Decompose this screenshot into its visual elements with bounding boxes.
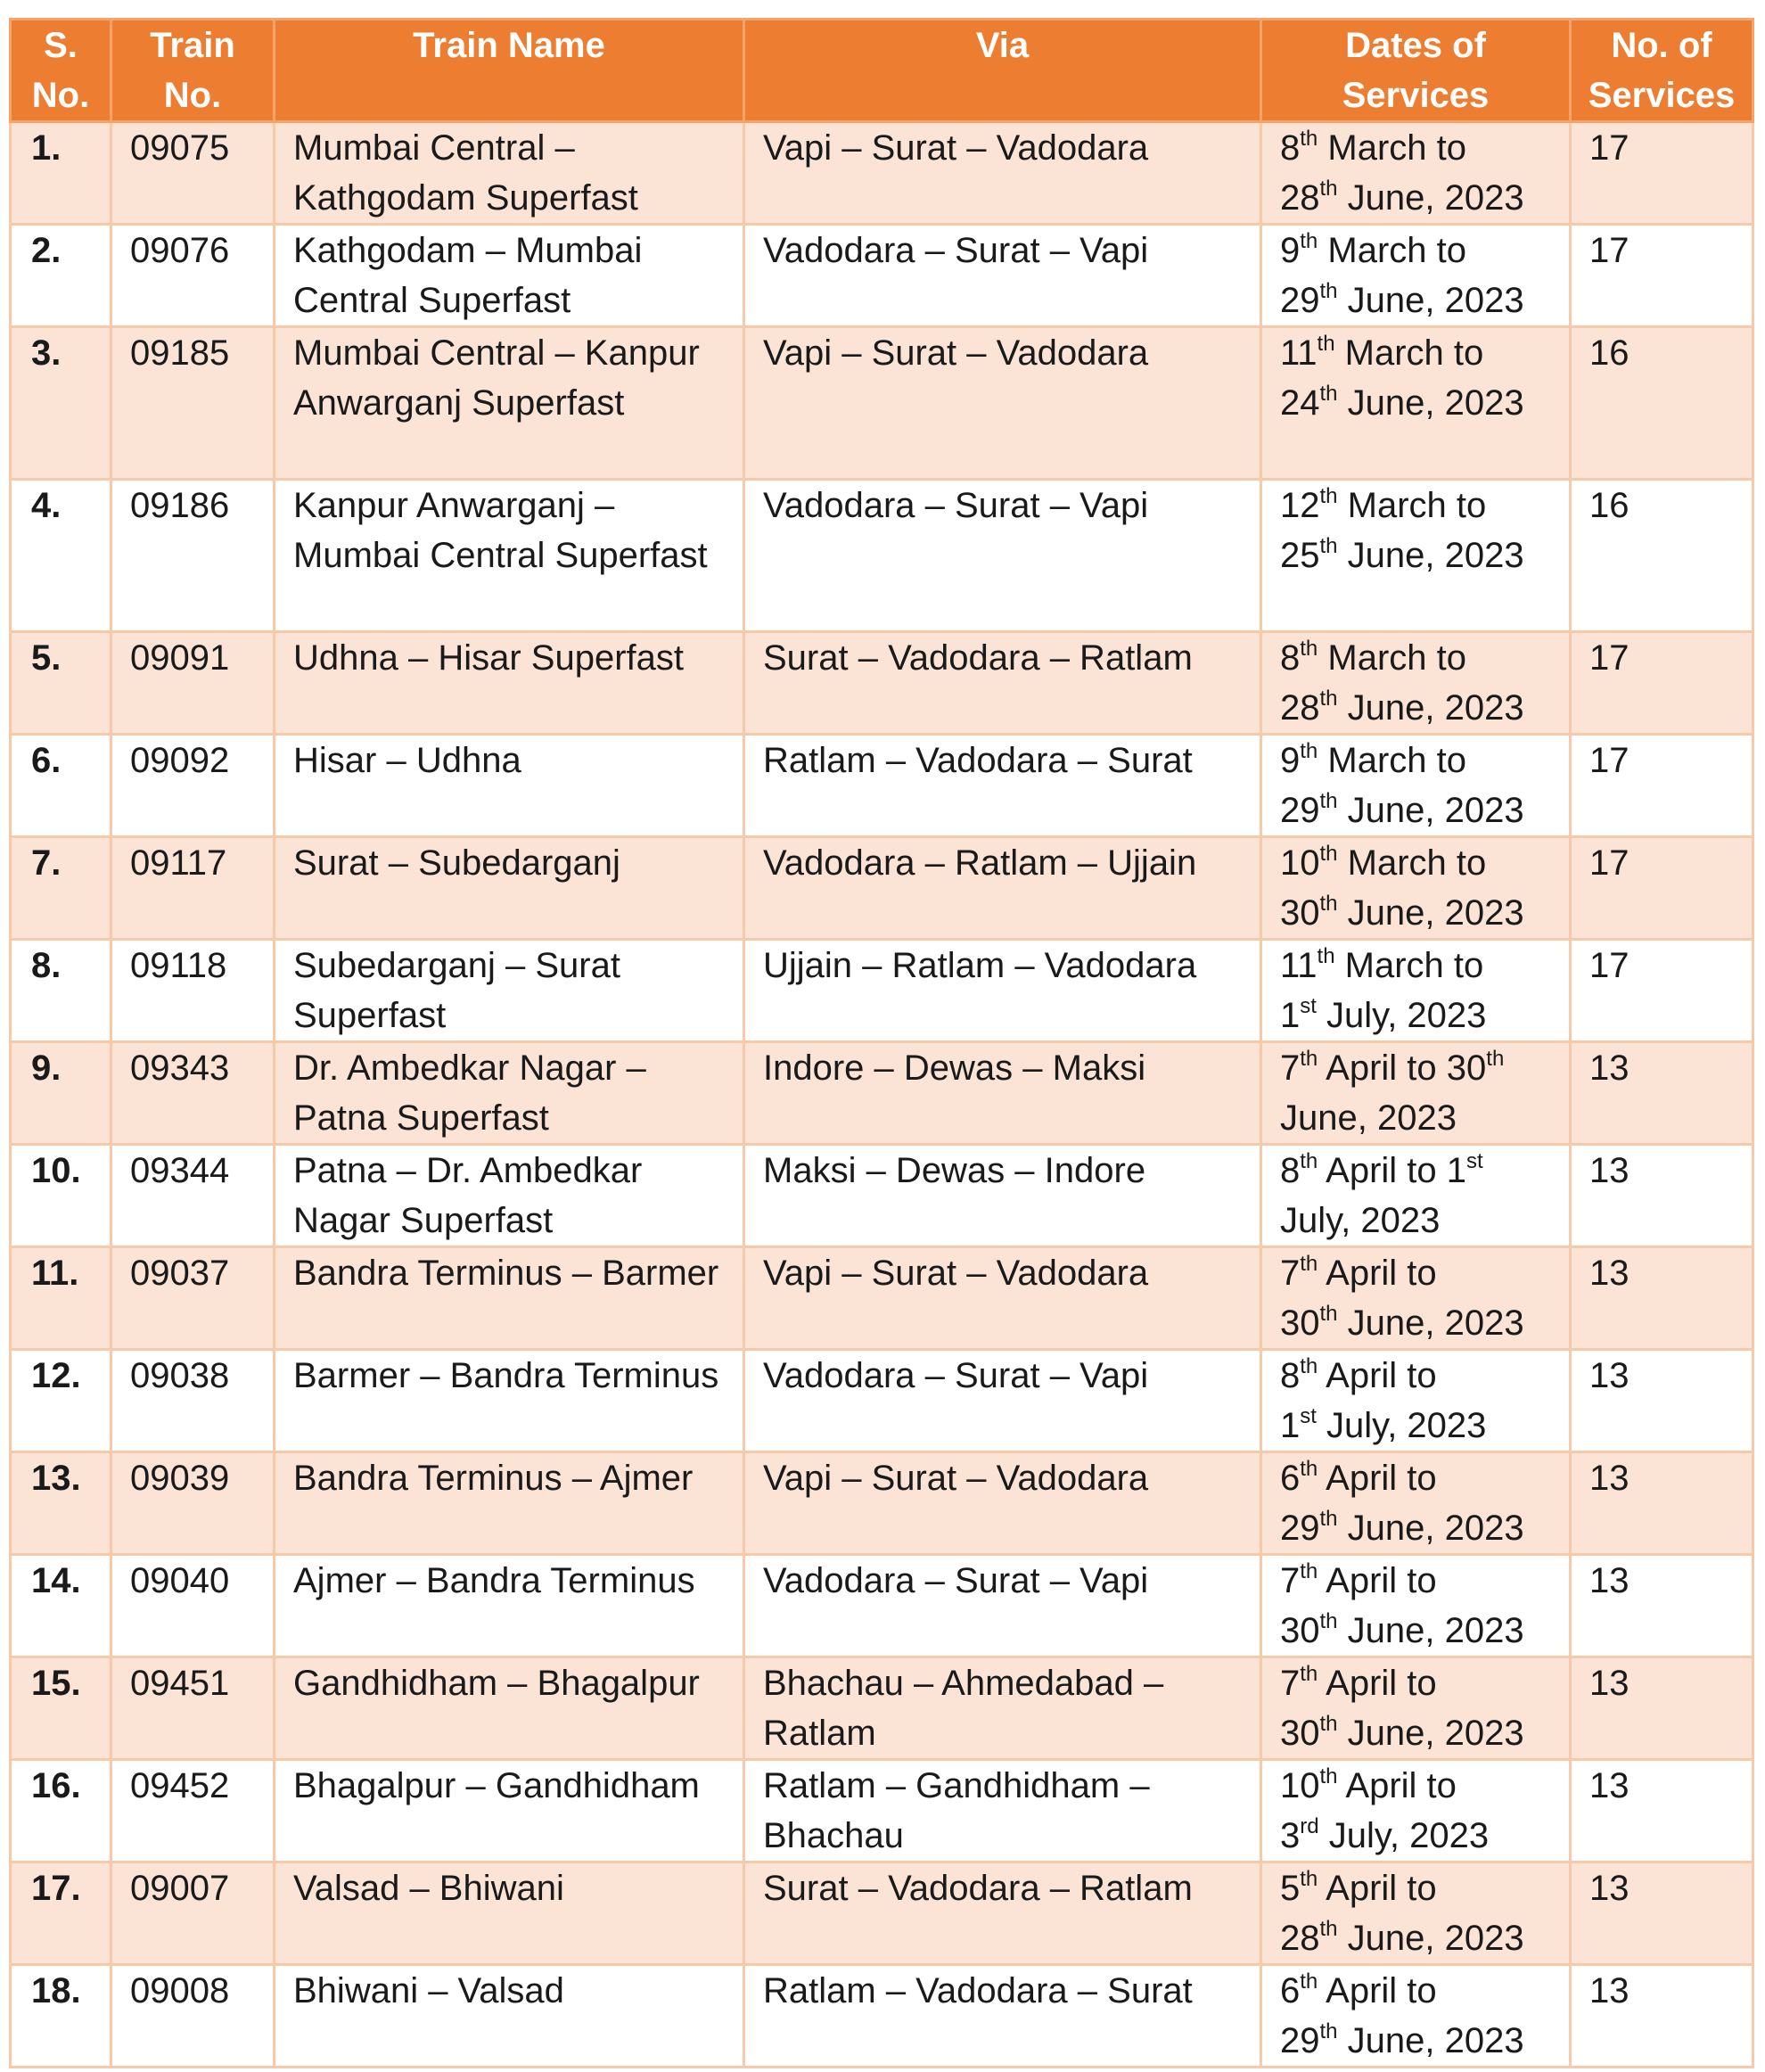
via-route: Vadodara – Ratlam – Ujjain <box>744 837 1261 940</box>
date-text: April to <box>1318 1971 1437 2010</box>
via-route: Vadodara – Surat – Vapi <box>744 1555 1261 1657</box>
ordinal-suffix: th <box>1319 177 1338 201</box>
date-text: June, 2023 <box>1337 1919 1524 1958</box>
special-trains-table <box>9 18 1754 2068</box>
train-number: 09040 <box>111 1555 275 1657</box>
date-text: April to <box>1318 1869 1437 1908</box>
ordinal-suffix: st <box>1300 994 1317 1018</box>
ordinal-suffix: th <box>1300 1149 1318 1173</box>
serial-number: 10. <box>11 1145 111 1247</box>
via-route: Maksi – Dewas – Indore <box>744 1145 1261 1247</box>
ordinal-suffix: th <box>1300 1969 1318 1994</box>
ordinal-suffix: th <box>1486 1047 1505 1071</box>
header-sno: S. No. <box>11 20 111 122</box>
number-of-services: 13 <box>1571 1555 1753 1657</box>
via-route: Vapi – Surat – Vadodara <box>744 122 1261 225</box>
date-text: 30 <box>1280 1611 1320 1650</box>
via-route: Ujjain – Ratlam – Vadodara <box>744 940 1261 1042</box>
serial-number: 1. <box>11 122 111 225</box>
header-via: Via <box>744 20 1261 122</box>
dates-of-service <box>1261 327 1571 480</box>
dates-of-service <box>1261 1145 1571 1247</box>
ordinal-suffix: th <box>1319 1609 1338 1633</box>
date-text: 29 <box>1280 2021 1320 2060</box>
ordinal-suffix: th <box>1319 2019 1338 2043</box>
ordinal-suffix: th <box>1319 842 1338 866</box>
ordinal-suffix: th <box>1317 944 1335 968</box>
number-of-services: 17 <box>1571 225 1753 327</box>
table-row <box>11 1247 1753 1350</box>
train-number: 09037 <box>111 1247 275 1350</box>
train-name: Kathgodam – Mumbai Central Superfast <box>275 225 744 327</box>
table-row <box>11 225 1753 327</box>
date-text: 29 <box>1280 281 1320 320</box>
date-text: 12 <box>1280 486 1320 525</box>
date-text: June, 2023 <box>1337 1714 1524 1753</box>
ordinal-suffix: th <box>1319 1764 1338 1788</box>
number-of-services: 13 <box>1571 1350 1753 1452</box>
table-row <box>11 735 1753 837</box>
via-route: Ratlam – Gandhidham – Bhachau <box>744 1760 1261 1862</box>
table-row <box>11 1555 1753 1657</box>
date-text: June, 2023 <box>1280 1098 1457 1138</box>
date-text: July, 2023 <box>1280 1201 1441 1240</box>
date-text: June, 2023 <box>1337 1611 1524 1650</box>
serial-number: 6. <box>11 735 111 837</box>
date-text: 8 <box>1280 1151 1301 1190</box>
date-text: 28 <box>1280 178 1320 218</box>
table-row <box>11 1042 1753 1145</box>
via-route: Surat – Vadodara – Ratlam <box>744 632 1261 735</box>
dates-of-service <box>1261 1862 1571 1965</box>
dates-of-service <box>1261 940 1571 1042</box>
train-name: Subedarganj – Surat Superfast <box>275 940 744 1042</box>
table-row <box>11 1452 1753 1555</box>
number-of-services: 16 <box>1571 480 1753 632</box>
date-text: 5 <box>1280 1869 1301 1908</box>
serial-number: 17. <box>11 1862 111 1965</box>
via-route: Indore – Dewas – Maksi <box>744 1042 1261 1145</box>
date-text: June, 2023 <box>1337 1303 1524 1343</box>
date-text: June, 2023 <box>1337 536 1524 575</box>
table-row <box>11 122 1753 225</box>
via-route: Surat – Vadodara – Ratlam <box>744 1862 1261 1965</box>
serial-number: 16. <box>11 1760 111 1862</box>
number-of-services: 17 <box>1571 122 1753 225</box>
via-route: Vapi – Surat – Vadodara <box>744 1452 1261 1555</box>
date-text: June, 2023 <box>1337 1509 1524 1548</box>
table-row <box>11 1350 1753 1452</box>
dates-of-service <box>1261 1452 1571 1555</box>
date-text: April to <box>1318 1459 1437 1498</box>
ordinal-suffix: th <box>1300 739 1318 763</box>
train-number: 09038 <box>111 1350 275 1452</box>
serial-number: 2. <box>11 225 111 327</box>
date-text: March to <box>1337 843 1487 883</box>
train-name: Patna – Dr. Ambedkar Nagar Superfast <box>275 1145 744 1247</box>
header-train-name: Train Name <box>275 20 744 122</box>
serial-number: 12. <box>11 1350 111 1452</box>
train-name: Mumbai Central – Kanpur Anwarganj Superfast <box>275 327 744 480</box>
train-number: 09186 <box>111 480 275 632</box>
date-text: 1 <box>1280 1406 1301 1445</box>
number-of-services: 13 <box>1571 1452 1753 1555</box>
table-row <box>11 327 1753 480</box>
ordinal-suffix: th <box>1319 892 1338 916</box>
date-text: July, 2023 <box>1318 1816 1490 1855</box>
date-text: April to <box>1337 1766 1457 1805</box>
table-row <box>11 1657 1753 1760</box>
train-number: 09344 <box>111 1145 275 1247</box>
ordinal-suffix: st <box>1466 1149 1483 1173</box>
date-text: 29 <box>1280 791 1320 830</box>
ordinal-suffix: th <box>1319 382 1338 406</box>
dates-of-service <box>1261 122 1571 225</box>
date-text: June, 2023 <box>1337 688 1524 728</box>
dates-of-service <box>1261 1965 1571 2068</box>
via-route: Vadodara – Surat – Vapi <box>744 1350 1261 1452</box>
date-text: 28 <box>1280 1919 1320 1958</box>
number-of-services: 13 <box>1571 1145 1753 1247</box>
date-text: April to 1 <box>1318 1151 1467 1190</box>
ordinal-suffix: st <box>1300 1404 1317 1428</box>
via-route: Vapi – Surat – Vadodara <box>744 1247 1261 1350</box>
serial-number: 7. <box>11 837 111 940</box>
header-train-no: Train No. <box>111 20 275 122</box>
train-name: Bandra Terminus – Barmer <box>275 1247 744 1350</box>
train-number: 09343 <box>111 1042 275 1145</box>
date-text: 6 <box>1280 1971 1301 2010</box>
dates-of-service <box>1261 1760 1571 1862</box>
table-row <box>11 632 1753 735</box>
date-text: March to <box>1318 128 1466 168</box>
date-text: 6 <box>1280 1459 1301 1498</box>
dates-of-service <box>1261 735 1571 837</box>
number-of-services: 13 <box>1571 1760 1753 1862</box>
ordinal-suffix: th <box>1300 229 1318 253</box>
date-text: 7 <box>1280 1254 1301 1293</box>
date-text: 10 <box>1280 1766 1320 1805</box>
ordinal-suffix: th <box>1319 1507 1338 1531</box>
via-route: Ratlam – Vadodara – Surat <box>744 1965 1261 2068</box>
ordinal-suffix: rd <box>1300 1814 1319 1838</box>
table-row <box>11 940 1753 1042</box>
train-schedule-container <box>9 18 1752 2068</box>
train-name: Bhagalpur – Gandhidham <box>275 1760 744 1862</box>
table-body <box>11 122 1753 2068</box>
date-text: April to 30 <box>1318 1048 1487 1088</box>
dates-of-service <box>1261 1042 1571 1145</box>
train-name: Hisar – Udhna <box>275 735 744 837</box>
number-of-services: 17 <box>1571 632 1753 735</box>
table-row <box>11 1760 1753 1862</box>
date-text: 9 <box>1280 741 1301 780</box>
ordinal-suffix: th <box>1300 1047 1318 1071</box>
train-number: 09451 <box>111 1657 275 1760</box>
date-text: April to <box>1318 1356 1437 1395</box>
serial-number: 8. <box>11 940 111 1042</box>
number-of-services: 13 <box>1571 1042 1753 1145</box>
date-text: 3 <box>1280 1816 1301 1855</box>
date-text: June, 2023 <box>1337 893 1524 933</box>
train-number: 09092 <box>111 735 275 837</box>
train-number: 09039 <box>111 1452 275 1555</box>
date-text: 10 <box>1280 843 1320 883</box>
train-name: Gandhidham – Bhagalpur <box>275 1657 744 1760</box>
ordinal-suffix: th <box>1300 637 1318 661</box>
ordinal-suffix: th <box>1319 789 1338 813</box>
via-route: Ratlam – Vadodara – Surat <box>744 735 1261 837</box>
table-row <box>11 480 1753 632</box>
date-text: 8 <box>1280 638 1301 678</box>
serial-number: 18. <box>11 1965 111 2068</box>
train-name: Mumbai Central – Kathgodam Superfast <box>275 122 744 225</box>
date-text: 11 <box>1280 333 1318 373</box>
via-route: Vadodara – Surat – Vapi <box>744 480 1261 632</box>
train-name: Ajmer – Bandra Terminus <box>275 1555 744 1657</box>
dates-of-service <box>1261 632 1571 735</box>
date-text: 29 <box>1280 1509 1320 1548</box>
train-number: 09185 <box>111 327 275 480</box>
date-text: 30 <box>1280 1714 1320 1753</box>
date-text: June, 2023 <box>1337 281 1524 320</box>
serial-number: 9. <box>11 1042 111 1145</box>
dates-of-service <box>1261 1555 1571 1657</box>
ordinal-suffix: th <box>1319 687 1338 711</box>
train-number: 09076 <box>111 225 275 327</box>
date-text: 8 <box>1280 128 1301 168</box>
date-text: March to <box>1318 231 1466 270</box>
date-text: June, 2023 <box>1337 791 1524 830</box>
dates-of-service <box>1261 480 1571 632</box>
serial-number: 14. <box>11 1555 111 1657</box>
via-route: Vadodara – Surat – Vapi <box>744 225 1261 327</box>
date-text: March to <box>1318 638 1466 678</box>
table-row <box>11 1862 1753 1965</box>
ordinal-suffix: th <box>1300 1559 1318 1583</box>
date-text: June, 2023 <box>1337 383 1524 423</box>
date-text: 7 <box>1280 1561 1301 1600</box>
train-name: Udhna – Hisar Superfast <box>275 632 744 735</box>
number-of-services: 13 <box>1571 1862 1753 1965</box>
date-text: 9 <box>1280 231 1301 270</box>
date-text: 11 <box>1280 946 1318 985</box>
number-of-services: 13 <box>1571 1657 1753 1760</box>
header-dates: Dates of Services <box>1261 20 1571 122</box>
date-text: April to <box>1318 1664 1437 1703</box>
ordinal-suffix: th <box>1300 1457 1318 1481</box>
table-row <box>11 1965 1753 2068</box>
date-text: March to <box>1318 741 1466 780</box>
serial-number: 3. <box>11 327 111 480</box>
train-name: Valsad – Bhiwani <box>275 1862 744 1965</box>
number-of-services: 17 <box>1571 735 1753 837</box>
train-number: 09091 <box>111 632 275 735</box>
dates-of-service <box>1261 1657 1571 1760</box>
serial-number: 11. <box>11 1247 111 1350</box>
train-name: Bandra Terminus – Ajmer <box>275 1452 744 1555</box>
via-route: Vapi – Surat – Vadodara <box>744 327 1261 480</box>
date-text: March to <box>1334 333 1484 373</box>
dates-of-service <box>1261 225 1571 327</box>
number-of-services: 16 <box>1571 327 1753 480</box>
date-text: 28 <box>1280 688 1320 728</box>
date-text: March to <box>1337 486 1487 525</box>
train-name: Bhiwani – Valsad <box>275 1965 744 2068</box>
date-text: 30 <box>1280 1303 1320 1343</box>
dates-of-service <box>1261 837 1571 940</box>
date-text: June, 2023 <box>1337 2021 1524 2060</box>
train-name: Surat – Subedarganj <box>275 837 744 940</box>
serial-number: 4. <box>11 480 111 632</box>
ordinal-suffix: th <box>1319 1917 1338 1941</box>
serial-number: 5. <box>11 632 111 735</box>
ordinal-suffix: th <box>1300 1867 1318 1891</box>
train-name: Barmer – Bandra Terminus <box>275 1350 744 1452</box>
ordinal-suffix: th <box>1300 1662 1318 1686</box>
train-number: 09117 <box>111 837 275 940</box>
ordinal-suffix: th <box>1300 1354 1318 1378</box>
train-name: Kanpur Anwarganj – Mumbai Central Superfast <box>275 480 744 632</box>
date-text: 7 <box>1280 1664 1301 1703</box>
ordinal-suffix: th <box>1300 127 1318 151</box>
date-text: June, 2023 <box>1337 178 1524 218</box>
ordinal-suffix: th <box>1300 1252 1318 1276</box>
table-header-row <box>11 20 1753 122</box>
date-text: 30 <box>1280 893 1320 933</box>
ordinal-suffix: th <box>1319 1302 1338 1326</box>
date-text: July, 2023 <box>1316 1406 1487 1445</box>
ordinal-suffix: th <box>1317 332 1335 356</box>
date-text: 8 <box>1280 1356 1301 1395</box>
header-services: No. of Services <box>1571 20 1753 122</box>
date-text: March to <box>1334 946 1484 985</box>
number-of-services: 13 <box>1571 1247 1753 1350</box>
table-row <box>11 837 1753 940</box>
date-text: April to <box>1318 1561 1437 1600</box>
ordinal-suffix: th <box>1319 534 1338 558</box>
train-number: 09452 <box>111 1760 275 1862</box>
serial-number: 15. <box>11 1657 111 1760</box>
dates-of-service <box>1261 1247 1571 1350</box>
date-text: 1 <box>1280 996 1301 1035</box>
dates-of-service <box>1261 1350 1571 1452</box>
train-number: 09075 <box>111 122 275 225</box>
date-text: 24 <box>1280 383 1320 423</box>
ordinal-suffix: th <box>1319 484 1338 508</box>
date-text: 25 <box>1280 536 1320 575</box>
train-number: 09008 <box>111 1965 275 2068</box>
date-text: April to <box>1318 1254 1437 1293</box>
number-of-services: 17 <box>1571 940 1753 1042</box>
ordinal-suffix: th <box>1319 279 1338 303</box>
number-of-services: 13 <box>1571 1965 1753 2068</box>
date-text: 7 <box>1280 1048 1301 1088</box>
ordinal-suffix: th <box>1319 1712 1338 1736</box>
train-number: 09118 <box>111 940 275 1042</box>
via-route: Bhachau – Ahmedabad – Ratlam <box>744 1657 1261 1760</box>
table-row <box>11 1145 1753 1247</box>
train-number: 09007 <box>111 1862 275 1965</box>
date-text: July, 2023 <box>1316 996 1487 1035</box>
serial-number: 13. <box>11 1452 111 1555</box>
train-name: Dr. Ambedkar Nagar – Patna Superfast <box>275 1042 744 1145</box>
number-of-services: 17 <box>1571 837 1753 940</box>
